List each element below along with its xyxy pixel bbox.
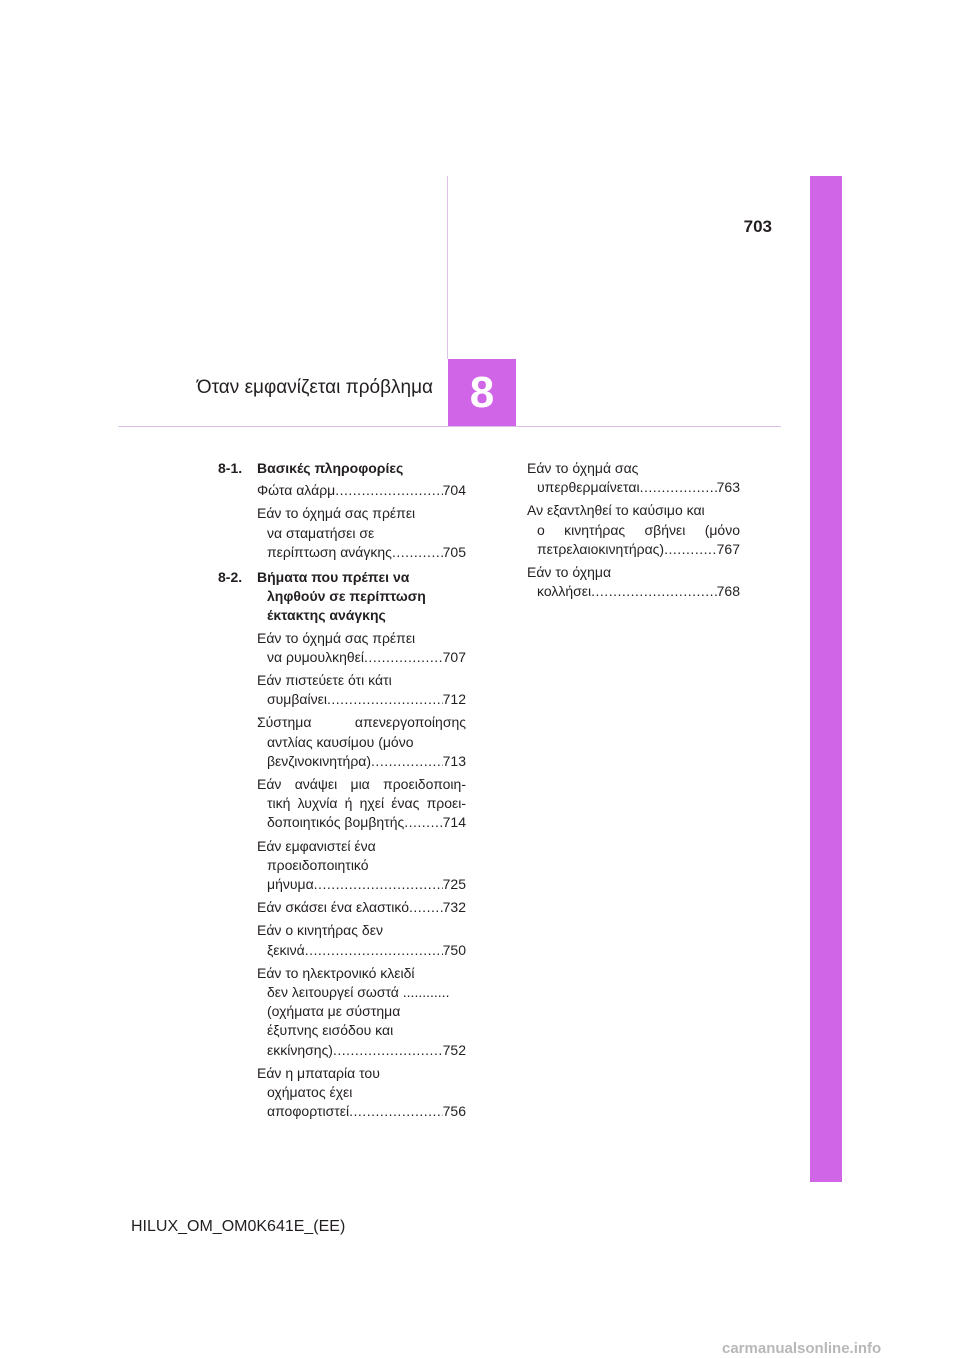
toc-entry-text: Εάν ανάψει μια προειδοποιη- — [257, 776, 466, 793]
toc-entry-text: κολλήσει — [537, 583, 592, 600]
toc-entry-link[interactable] — [257, 837, 466, 895]
toc-entry-text: τική λυχνία ή ηχεί ένας προει- — [267, 795, 466, 812]
toc-entry-text: (οχήματα με σύστημα — [267, 1003, 401, 1020]
toc-entry-text: έξυπνης εισόδου και — [267, 1022, 394, 1039]
toc-entry-text: Εάν το όχημά σας πρέπει — [257, 629, 416, 646]
dot-leader — [364, 648, 443, 667]
toc-entry-text: ο κινητήρας σβήνει (μόνο — [537, 521, 740, 538]
toc-page-number: 732 — [442, 899, 466, 916]
section-title-line: Βασικές πληροφορίες — [257, 460, 404, 476]
toc-entry-text: υπερθερμαίνεται — [537, 479, 640, 496]
toc-entry-link[interactable] — [257, 775, 466, 833]
toc-entry-text: Σύστημα απενεργοποίησης — [257, 714, 466, 731]
toc-entry-last-line — [267, 543, 466, 562]
toc-entry-link[interactable] — [257, 671, 466, 709]
chapter-side-tab — [810, 176, 842, 1182]
toc-page-number: 707 — [442, 648, 466, 665]
watermark: carmanualsonline.info — [722, 1340, 882, 1357]
section-number: 8-1. — [218, 460, 243, 476]
toc-page-number: 704 — [442, 482, 466, 499]
page-number: 703 — [743, 217, 772, 236]
dot-leader — [327, 690, 443, 709]
chapter-title: Όταν εμφανίζεται πρόβλημα — [196, 377, 433, 398]
document-code: HILUX_OM_OM0K641E_(EE) — [131, 1218, 346, 1235]
toc-entry-text: μήνυμα — [267, 876, 314, 893]
dot-leader — [314, 875, 443, 894]
toc-entry-text: Εάν το όχημα — [527, 564, 612, 581]
toc-entry-link[interactable] — [257, 964, 466, 1060]
dot-leader — [349, 1102, 443, 1121]
toc-page-number: 750 — [442, 941, 466, 958]
toc-entry-last-line — [537, 478, 740, 497]
dot-leader — [371, 752, 443, 771]
toc-page-number: 752 — [442, 1041, 466, 1058]
toc-entry-last-line — [267, 941, 466, 960]
toc-entry-text: δοποιητικός βομβητής — [267, 814, 405, 831]
toc-page-number: 725 — [442, 876, 466, 893]
toc-entry-link[interactable] — [257, 504, 466, 562]
chapter-number-badge: 8 — [448, 359, 516, 426]
toc-column-1 — [218, 459, 466, 1128]
dot-leader — [305, 941, 443, 960]
toc-page-number: 768 — [716, 583, 740, 600]
toc-entry-last-line — [267, 875, 466, 894]
toc-entry-link[interactable] — [257, 898, 466, 917]
dot-leader — [392, 543, 443, 562]
toc-page-number: 763 — [716, 479, 740, 496]
toc-entry-text: Εάν εμφανιστεί ένα — [257, 837, 376, 854]
toc-entry-last-line — [537, 582, 740, 601]
toc-entry-last-line — [257, 481, 466, 500]
section-title-line: Βήματα που πρέπει να — [257, 569, 410, 586]
toc-entry-last-line — [267, 648, 466, 667]
toc-entry-text: συμβαίνει — [267, 691, 327, 708]
toc-page-number: 705 — [442, 543, 466, 560]
dot-leader — [333, 1041, 443, 1060]
toc-entry-text: να ρυμουλκηθεί — [267, 648, 365, 665]
toc-entry-text: ξεκινά — [267, 941, 305, 958]
toc-entry-text: οχήματος έχει — [267, 1084, 353, 1101]
toc-entry-text: Εάν το όχημά σας — [527, 460, 639, 476]
toc-entry-text: Εάν το ηλεκτρονικό κλειδί — [257, 964, 415, 981]
toc-entry-text: Εάν ο κινητήρας δεν — [257, 922, 383, 939]
toc-entry-text: πετρελαιοκινητήρας) — [537, 540, 665, 557]
toc-entry-link[interactable] — [257, 921, 466, 959]
dot-leader — [591, 582, 717, 601]
toc-entry-text: να σταματήσει σε — [267, 524, 375, 541]
section-number: 8-2. — [218, 569, 243, 586]
section-title — [257, 568, 466, 626]
toc-entry-text: δεν λειτουργεί σωστά ............ — [267, 984, 450, 1001]
toc-entry-last-line — [267, 813, 466, 832]
toc-entry-link[interactable] — [527, 459, 740, 497]
toc-entry-text: αποφορτιστεί — [267, 1103, 350, 1120]
header-horizontal-rule — [118, 426, 781, 427]
toc-page-number: 767 — [716, 540, 740, 557]
toc-entry-text: Εάν σκάσει ένα ελαστικό — [257, 899, 410, 916]
toc-entry-last-line — [537, 540, 740, 559]
section-title-line: έκτακτης ανάγκης — [267, 607, 386, 624]
toc-page-number: 713 — [442, 752, 466, 769]
toc-entry-last-line — [267, 752, 466, 771]
toc-entry-link[interactable] — [257, 629, 466, 667]
toc-section-heading[interactable] — [218, 568, 466, 626]
toc-section-heading[interactable] — [218, 459, 466, 478]
toc-entry-last-line — [257, 898, 466, 917]
header-vertical-rule — [447, 176, 448, 359]
toc-entry-link[interactable] — [527, 563, 740, 601]
toc-entry-last-line — [267, 1102, 466, 1121]
toc-entry-text: Εάν η μπαταρία του — [257, 1064, 380, 1081]
dot-leader — [335, 481, 442, 500]
toc-entry-last-line — [267, 1041, 466, 1060]
section-title-line: ληφθούν σε περίπτωση — [267, 588, 426, 605]
toc-entry-link[interactable] — [257, 481, 466, 500]
toc-entry-text: προειδοποιητικό — [267, 856, 369, 873]
dot-leader — [664, 540, 717, 559]
toc-entry-link[interactable] — [257, 713, 466, 771]
section-title — [257, 459, 466, 478]
toc-entry-last-line — [267, 690, 466, 709]
toc-entry-text: Εάν το όχημά σας πρέπει — [257, 505, 416, 522]
toc-page-number: 714 — [442, 814, 466, 831]
dot-leader — [640, 478, 717, 497]
toc-column-2 — [527, 459, 740, 605]
toc-entry-text: αντλίας καυσίμου (μόνο — [267, 733, 414, 750]
toc-entry-text: περίπτωση ανάγκης — [267, 543, 392, 560]
toc-entry-text: Αν εξαντληθεί το καύσιμο και — [527, 502, 705, 519]
dot-leader — [409, 898, 443, 917]
toc-entry-text: βενζινοκινητήρα) — [267, 752, 372, 769]
toc-entry-text: Φώτα αλάρμ — [257, 482, 336, 499]
toc-entry-text: εκκίνησης) — [267, 1041, 333, 1058]
toc-page-number: 712 — [442, 691, 466, 708]
toc-page-number: 756 — [442, 1103, 466, 1120]
dot-leader — [404, 813, 442, 832]
toc-entry-link[interactable] — [257, 1064, 466, 1122]
toc-entry-text: Εάν πιστεύετε ότι κάτι — [257, 672, 392, 689]
toc-entry-link[interactable] — [527, 501, 740, 559]
